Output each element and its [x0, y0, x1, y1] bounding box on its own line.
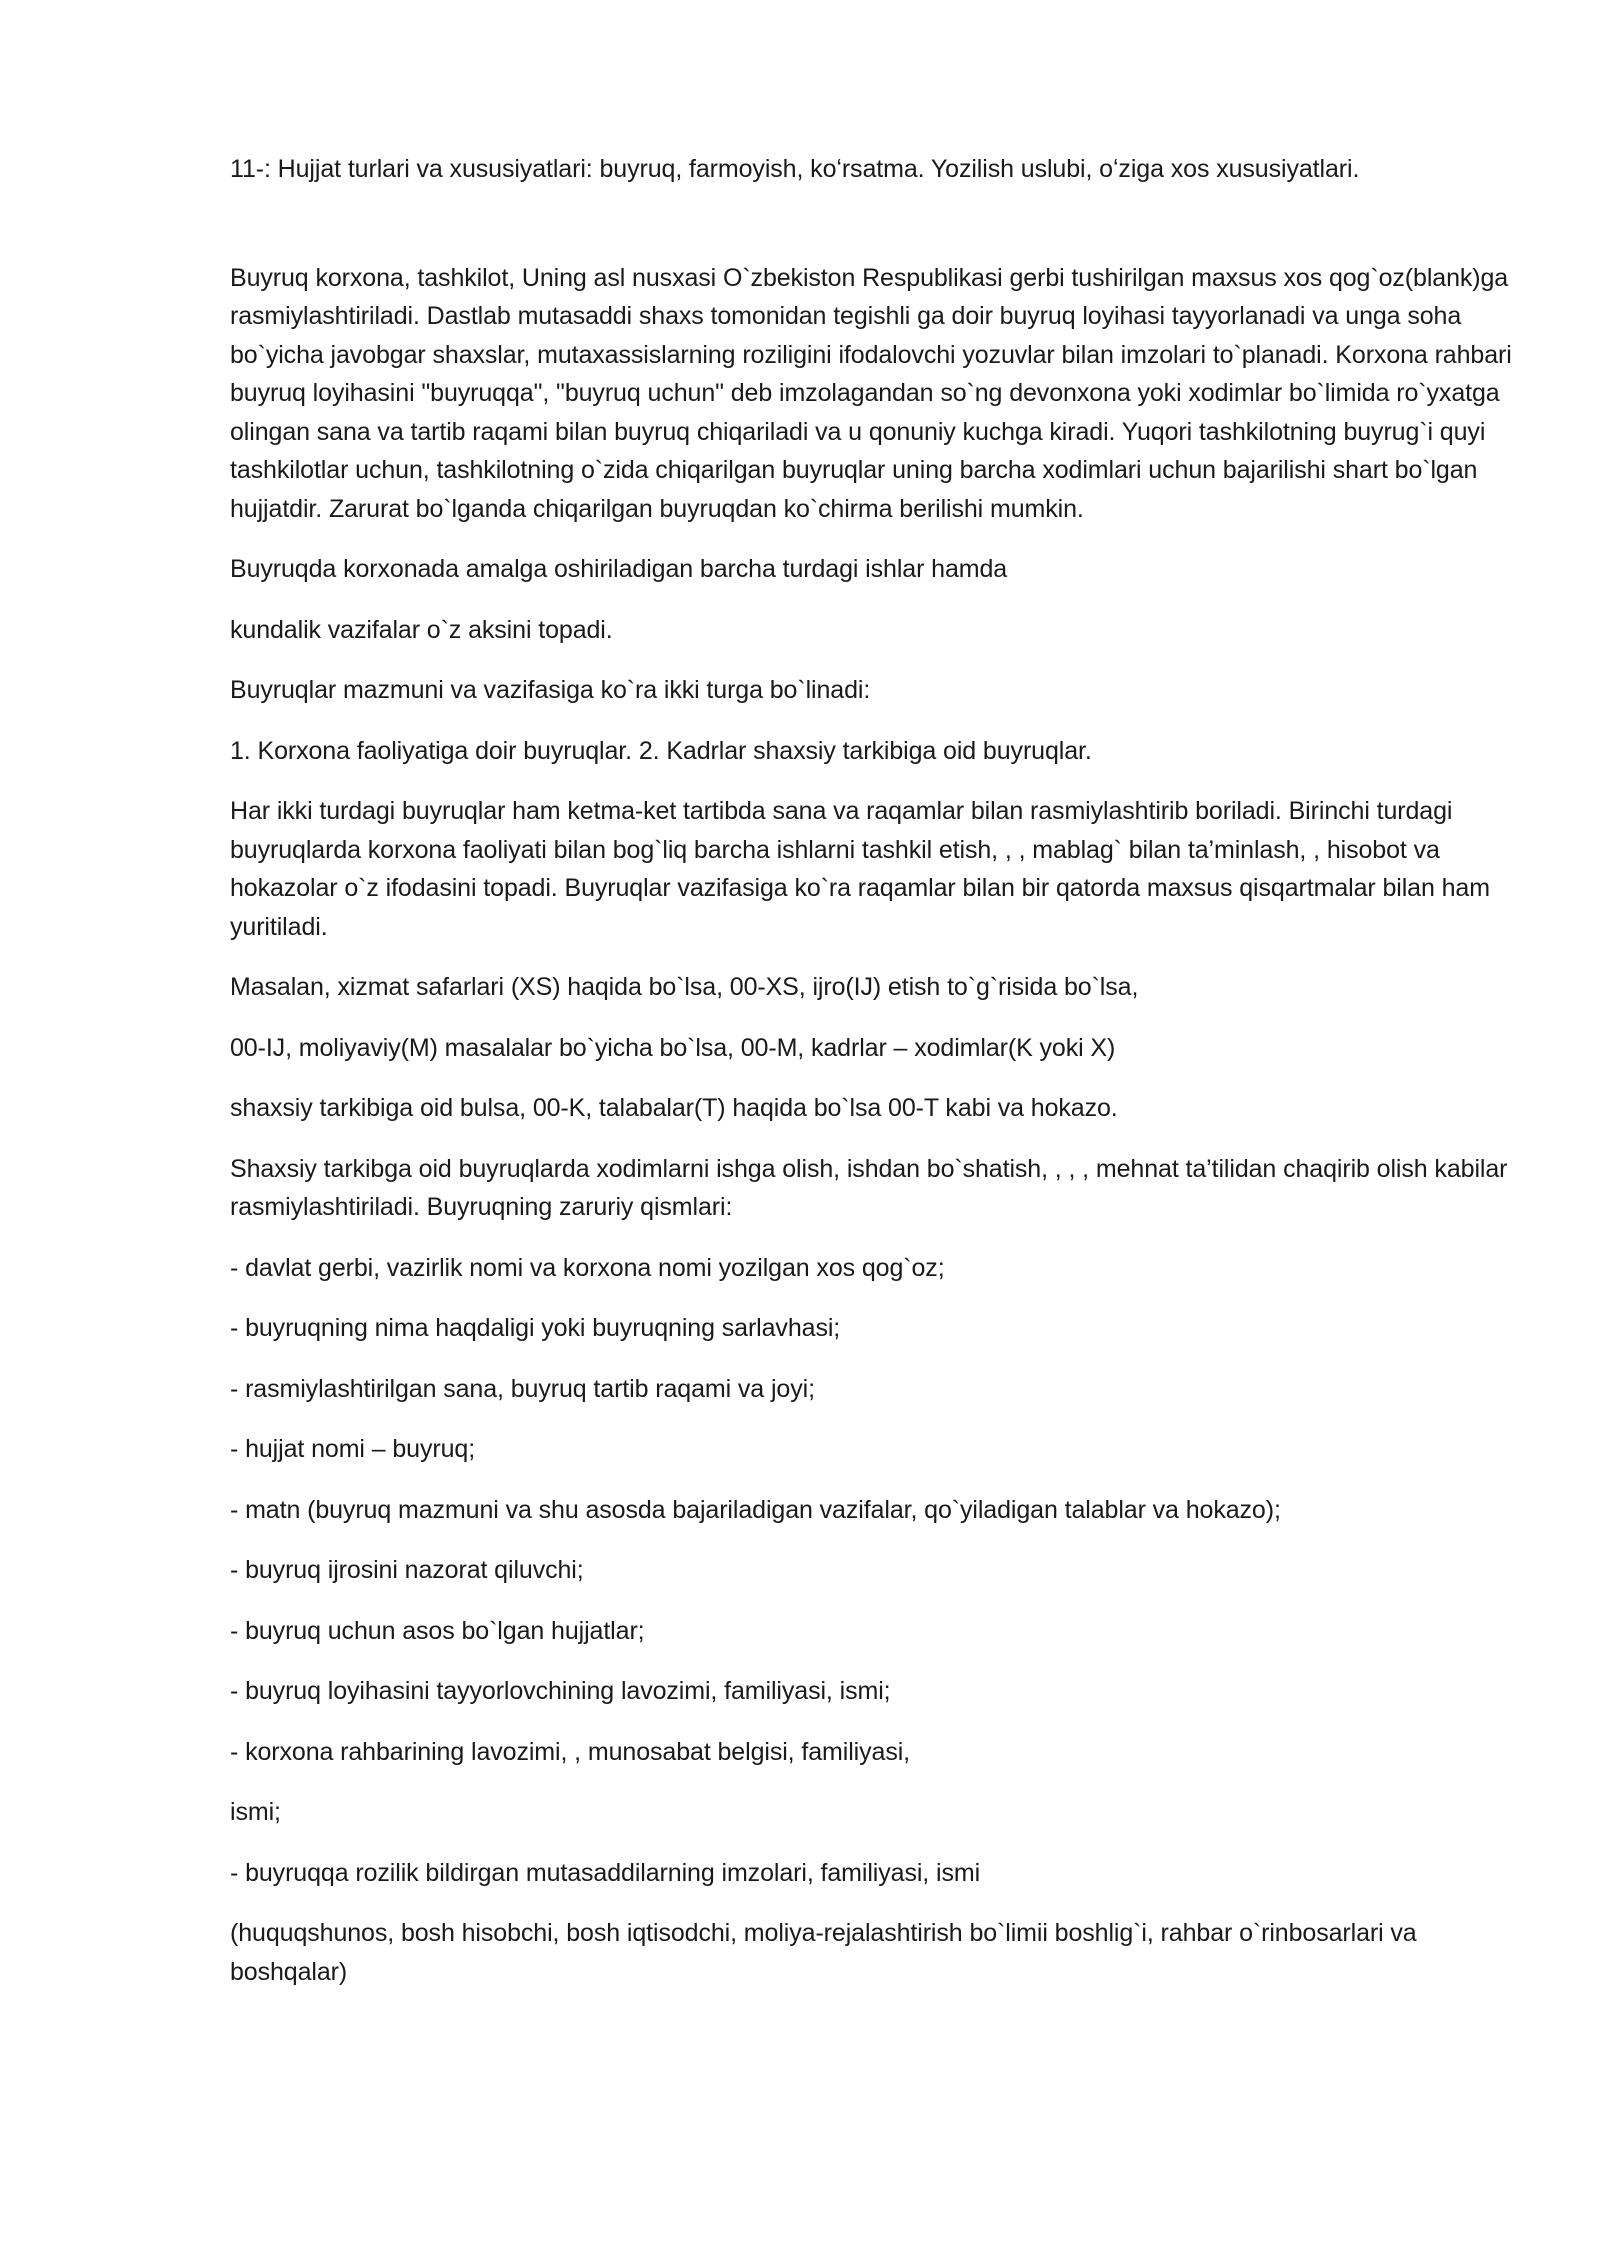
paragraph-shaxsiy-tarkibga: Shaxsiy tarkibga oid buyruqlarda xodimlarni ishga olish, ishdan bo`shatish, , , , mehnat ta’tilidan chaqirib olish kabilar rasmiylashtiriladi. Buyruqning zaruriy qismlari:	[230, 1154, 1508, 1221]
list-item: - davlat gerbi, vazirlik nomi va korxona nomi yozilgan xos qog`oz;	[230, 1253, 945, 1282]
paragraph-00-ij: 00-IJ, moliyaviy(M) masalalar bo`yicha bo`lsa, 00-M, kadrlar – xodimlar(K yoki X)	[230, 1033, 1116, 1062]
list-item: - rasmiylashtirilgan sana, buyruq tartib raqami va joyi;	[230, 1374, 815, 1403]
list-item: - buyruqning nima haqdaligi yoki buyruqning sarlavhasi;	[230, 1314, 841, 1342]
list-item: - buyruqqa rozilik bildirgan mutasaddilarning imzolari, familiyasi, ismi	[230, 1858, 981, 1887]
list-item: - matn (buyruq mazmuni va shu asosda bajariladigan vazifalar, qo`yiladigan talablar va hokazo);	[230, 1495, 1281, 1524]
paragraph-buyruqda: Buyruqda korxonada amalga oshiriladigan barcha turdagi ishlar hamda	[230, 555, 1008, 583]
paragraph-types-list: 1. Korxona faoliyatiga doir buyruqlar. 2. Kadrlar shaxsiy tarkibiga oid buyruqlar.	[230, 736, 1092, 765]
document-title: 11-: Hujjat turlari va xususiyatlari: buyruq, farmoyish, koʻrsatma. Yozilish uslubi, oʻziga xos xususiyatlari.	[230, 155, 1360, 183]
document-body	[230, 150, 1530, 2013]
list-item: - buyruq loyihasini tayyorlovchining lavozimi, familiyasi, ismi;	[230, 1677, 891, 1705]
paragraph-masalan: Masalan, xizmat safarlari (XS) haqida bo`lsa, 00-XS, ijro(IJ) etish to`g`risida bo`lsa,	[230, 973, 1139, 1001]
paragraph-shaxsiy-tarkibiga: shaxsiy tarkibiga oid bulsa, 00-K, talabalar(T) haqida bo`lsa 00-T kabi va hokazo.	[230, 1094, 1118, 1122]
list-item: - buyruq uchun asos bo`lgan hujjatlar;	[230, 1616, 645, 1645]
paragraph-huquqshunos: (huquqshunos, bosh hisobchi, bosh iqtisodchi, moliya-rejalashtirish bo`limii boshlig`i, rahbar o`rinbosarlari va boshqalar)	[230, 1919, 1417, 1986]
list-item: - korxona rahbarining lavozimi, , munosabat belgisi, familiyasi,	[230, 1737, 911, 1766]
paragraph-har-ikki: Har ikki turdagi buyruqlar ham ketma-ket tartibda sana va raqamlar bilan rasmiylashtirib boriladi. Birinchi turdagi buyruqlarda korxona faoliyati bilan bog`liq barcha ishlarni tashkil etish, , , mablag` bilan ta’minlash, , hisobot va hokazolar o`z ifodasini topadi. Buyruqlar vazifasiga ko`ra raqamlar bilan bir qatorda maxsus qisqartmalar bilan ham yuritiladi.	[230, 797, 1490, 941]
paragraph-turlari: Buyruqlar mazmuni va vazifasiga ko`ra ikki turga bo`linadi:	[230, 676, 871, 704]
paragraph-kundalik: kundalik vazifalar o`z aksini topadi.	[230, 615, 613, 644]
paragraph-buyruq-intro: Buyruq korxona, tashkilot, Uning asl nusxasi O`zbekiston Respublikasi gerbi tushirilgan maxsus xos qog`oz(blank)ga rasmiylashtiriladi. Dastlab mutasaddi shaxs tomonidan tegishli ga doir buyruq loyihasi tayyorlanadi va unga soha bo`yicha javobgar shaxslar, mutaxassislarning roziligini ifodalovchi yozuvlar bilan imzolari to`planadi. Korxona rahbari buyruq loyihasini "buyruqqa", "buyruq uchun" deb imzolagandan so`ng devonxona yoki xodimlar bo`limida ro`yxatga olingan sana va tartib raqami bilan buyruq chiqariladi va u qonuniy kuchga kiradi. Yuqori tashkilotning buyrug`i quyi tashkilotlar uchun, tashkilotning o`zida chiqarilgan buyruqlar uning barcha xodimlari uchun bajarilishi shart bo`lgan hujjatdir. Zarurat bo`lganda chiqarilgan buyruqdan ko`chirma berilishi mumkin.	[230, 263, 1512, 523]
list-item: - buyruq ijrosini nazorat qiluvchi;	[230, 1556, 584, 1584]
list-item: - hujjat nomi – buyruq;	[230, 1435, 476, 1463]
list-item-continuation: ismi;	[230, 1798, 281, 1826]
